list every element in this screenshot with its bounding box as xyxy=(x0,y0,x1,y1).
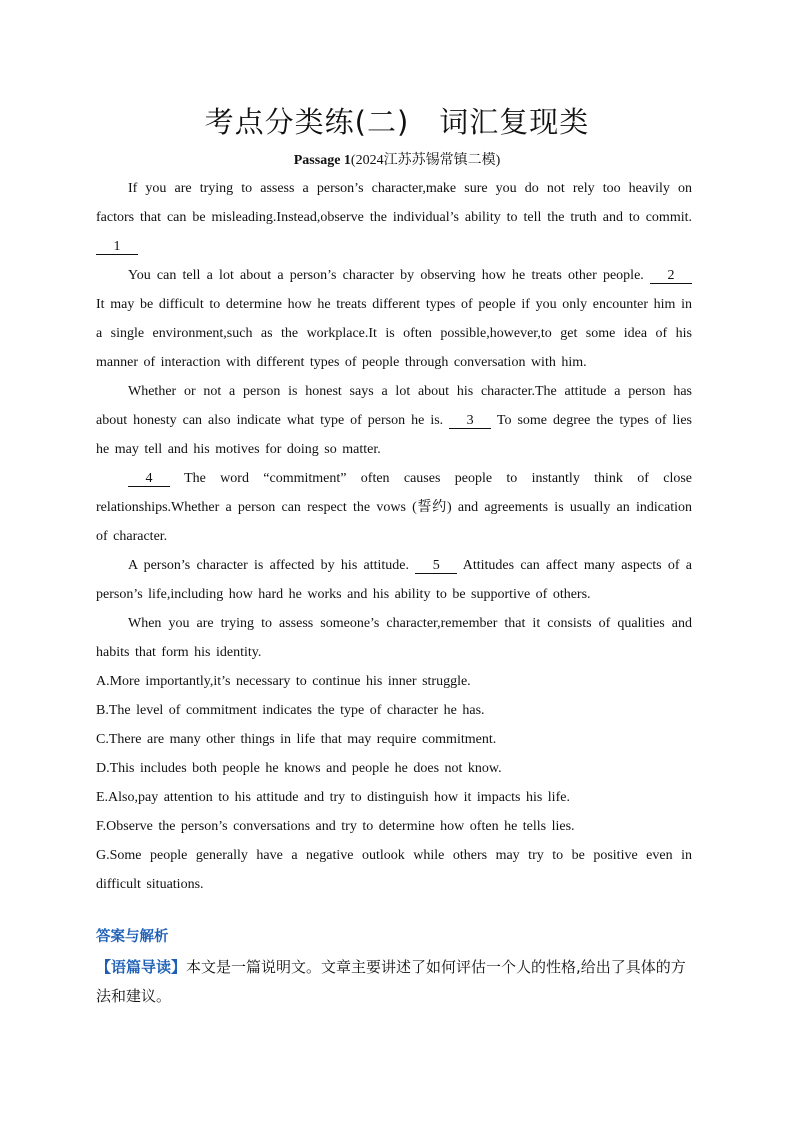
paragraph-2-before: You can tell a lot about a person’s character by observing how he treats other people. xyxy=(128,268,644,283)
blank-1: 1 xyxy=(96,239,138,255)
options-list xyxy=(96,667,692,899)
option-a: A.More importantly,it’s necessary to continue his inner struggle. xyxy=(96,674,471,689)
passage-label: Passage 1 xyxy=(293,153,351,168)
answer-heading: 答案与解析 xyxy=(96,929,169,945)
paragraph-3 xyxy=(96,377,692,464)
reading-guide xyxy=(96,953,696,1011)
guide-tag: 【语篇导读】 xyxy=(96,958,187,976)
passage-body xyxy=(96,174,692,899)
paragraph-5-after: Attitudes can affect many aspects of a person’s life,including how hard he works and his ability to be supportive of others. xyxy=(96,558,692,602)
paragraph-5-before: A person’s character is affected by his attitude. xyxy=(128,558,409,573)
blank-2: 2 xyxy=(650,268,692,284)
option-b: B.The level of commitment indicates the type of character he has. xyxy=(96,703,485,718)
option-f: F.Observe the person’s conversations and try to determine how often he tells lies. xyxy=(96,819,575,834)
paragraph-6-text: When you are trying to assess someone’s character,remember that it consists of qualities and habits that form his identity. xyxy=(96,616,692,660)
blank-5: 5 xyxy=(415,558,457,574)
paragraph-6 xyxy=(96,609,692,667)
paragraph-2 xyxy=(96,261,692,377)
paragraph-3-after: To some degree the types of lies he may tell and his motives for doing so matter. xyxy=(96,413,692,457)
paragraph-2-after: It may be difficult to determine how he treats different types of people if you only encounter him in a single environment,such as the workplace.It is often possible,however,to get some idea of his manner of interaction with different types of people through conversation with him. xyxy=(96,297,692,370)
option-e: E.Also,pay attention to his attitude and try to distinguish how it impacts his life. xyxy=(96,790,570,805)
paragraph-1-text: If you are trying to assess a person’s character,make sure you do not rely too heavily on factors that can be misleading.Instead,observe the individual’s ability to tell the truth and to commit. xyxy=(96,181,692,225)
paragraph-5 xyxy=(96,551,692,609)
option-g: G.Some people generally have a negative outlook while others may try to be positive even in difficult situations. xyxy=(96,848,692,892)
paragraph-4-after: The word “commitment” often causes people to instantly think of close relationships.Whether a person can respect the vows (誓约) and agreements is usually an indication of character. xyxy=(96,471,693,544)
option-c: C.There are many other things in life that may require commitment. xyxy=(96,732,497,747)
guide-text: 本文是一篇说明文。文章主要讲述了如何评估一个人的性格,给出了具体的方法和建议。 xyxy=(96,958,686,1005)
passage-heading xyxy=(0,149,794,169)
paragraph-4 xyxy=(96,464,692,551)
page-title: 考点分类练(二) 词汇复现类 xyxy=(204,105,590,139)
passage-source: (2024江苏苏锡常镇二模) xyxy=(350,153,501,168)
paragraph-1 xyxy=(96,174,692,261)
blank-4: 4 xyxy=(128,471,170,487)
paragraph-3-before: Whether or not a person is honest says a lot about his character.The attitude a person has about honesty can also indicate what type of person he is. xyxy=(96,384,692,428)
blank-3: 3 xyxy=(449,413,491,429)
option-d: D.This includes both people he knows and people he does not know. xyxy=(96,761,502,776)
